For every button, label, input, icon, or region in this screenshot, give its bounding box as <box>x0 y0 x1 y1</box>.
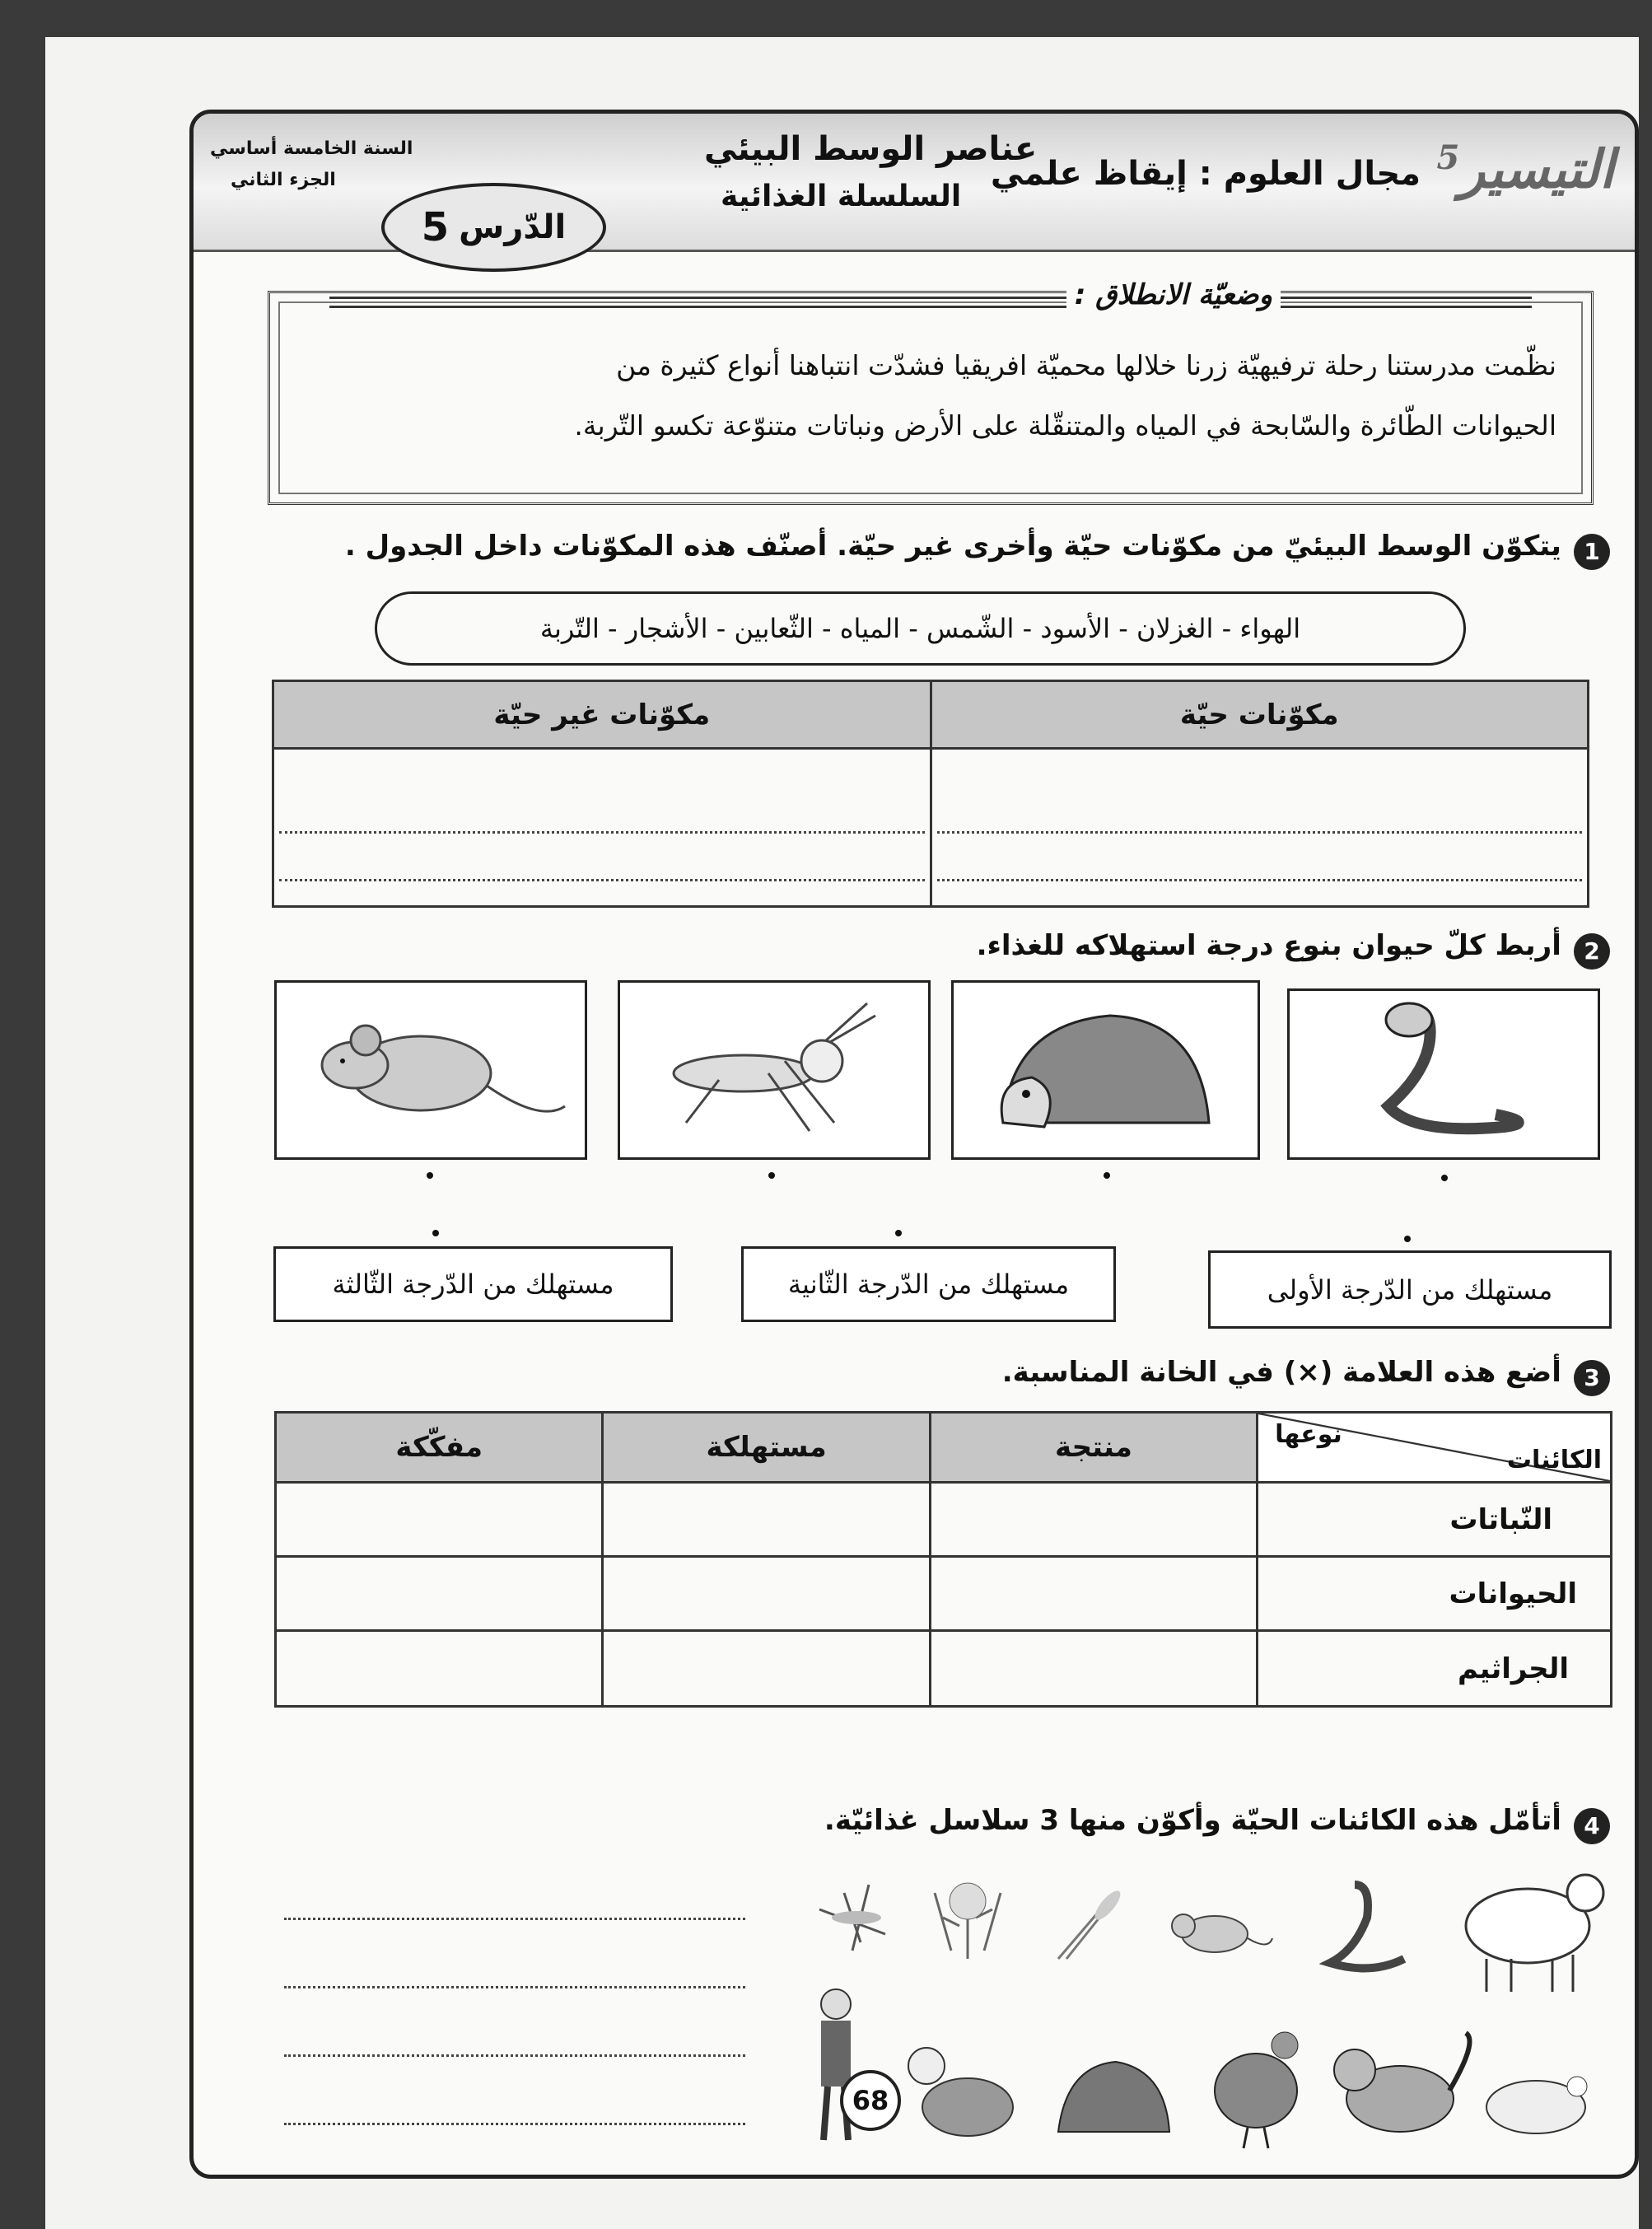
intro-title: وضعيّة الانطلاق : <box>1066 278 1281 311</box>
second-degree-dot[interactable] <box>895 1230 902 1236</box>
cell-animals-consumer[interactable] <box>603 1557 930 1631</box>
nonliving-answer-cell[interactable] <box>273 749 931 907</box>
cell-plants-decomposer[interactable] <box>276 1483 603 1557</box>
grasshopper-image-box <box>618 980 931 1160</box>
snake-icon <box>1290 991 1598 1157</box>
hedgehog-icon <box>954 983 1258 1157</box>
mouse-image-box <box>274 980 587 1160</box>
worksheet <box>189 110 1639 2179</box>
answer-line[interactable] <box>284 1918 745 1920</box>
corner-beings-label: الكائنات <box>1506 1446 1602 1474</box>
lesson-label: الدّرس <box>459 208 567 246</box>
cat-icon <box>1334 2033 1470 2132</box>
q4-answer-lines <box>284 1918 745 2125</box>
corner-cell <box>1258 1413 1612 1483</box>
intro-frame <box>268 291 1594 505</box>
intro-line-1: نظّمت مدرستنا رحلة ترفيهيّة زرنا خلالها محميّة افريقيا فشدّت انتباهنا أنواع كثيرة من <box>616 349 1556 381</box>
q1-table <box>272 680 1589 908</box>
page-number: 68 <box>840 2070 901 2131</box>
frog-icon <box>1486 2077 1587 2133</box>
q3-number: 3 <box>1574 1360 1610 1396</box>
mosquito-icon <box>819 1885 885 1951</box>
brand-logo: التيسير$^5$ <box>1436 138 1614 201</box>
cell-plants-consumer[interactable] <box>603 1483 930 1557</box>
answer-line[interactable] <box>284 2123 745 2125</box>
label-third-degree: مستهلك من الدّرجة الثّالثة <box>273 1246 673 1322</box>
corner-type-label: نوعها <box>1275 1420 1342 1449</box>
cell-germs-decomposer[interactable] <box>276 1631 603 1707</box>
living-answer-cell[interactable] <box>931 749 1589 907</box>
snake-image-box <box>1287 988 1600 1160</box>
q3-text: أضع هذه العلامة (×) في الخانة المناسبة. <box>1001 1356 1561 1389</box>
col-nonliving: مكوّنات غير حيّة <box>273 681 931 749</box>
frame-deco-top <box>329 297 1532 308</box>
row-germs: الجراثيم <box>1258 1631 1612 1707</box>
col-producer: منتجة <box>930 1413 1257 1483</box>
q1-prompt <box>345 530 1610 570</box>
row-plants: النّباتات <box>1258 1483 1612 1557</box>
lesson-badge <box>381 183 606 272</box>
organisms-gallery <box>795 1860 1618 2157</box>
grasshopper-icon <box>620 983 928 1157</box>
label-first-degree: مستهلك من الدّرجة الأولى <box>1208 1250 1612 1329</box>
q4-text: أتأمّل هذه الكائنات الحيّة وأكوّن منها 3 سلاسل غذائيّة. <box>824 1804 1561 1837</box>
q1-word-bank: الهواء - الغزلان - الأسود - الشّمس - المياه - الثّعابين - الأشجار - التّربة <box>375 591 1466 666</box>
third-degree-dot[interactable] <box>432 1230 439 1236</box>
answer-line[interactable] <box>284 1986 745 1988</box>
q2-prompt <box>977 929 1610 970</box>
answer-line[interactable] <box>284 2054 745 2057</box>
part-label: الجزء الثاني <box>231 170 336 190</box>
wheat-icon <box>1058 1887 1124 1959</box>
q3-table <box>274 1411 1612 1708</box>
col-living: مكوّنات حيّة <box>931 681 1589 749</box>
first-degree-dot[interactable] <box>1404 1236 1411 1242</box>
intro-line-2: الحيوانات الطّائرة والسّابحة في المياه والمتنقّلة على الأرض ونباتات متنوّعة تكسو التّربة. <box>574 409 1556 442</box>
hedgehog-icon <box>1058 2062 1169 2132</box>
sheep-icon <box>1466 1875 1603 1992</box>
q2-text: أربط كلّ حيوان بنوع درجة استهلاكه للغذاء. <box>976 929 1561 962</box>
hedgehog-dot[interactable] <box>1104 1172 1110 1179</box>
cell-plants-producer[interactable] <box>930 1483 1257 1557</box>
hedgehog-image-box <box>951 980 1260 1160</box>
grasshopper-dot[interactable] <box>768 1172 775 1179</box>
cell-animals-decomposer[interactable] <box>276 1557 603 1631</box>
mouse-dot[interactable] <box>427 1172 433 1179</box>
q4-number: 4 <box>1574 1808 1610 1844</box>
q1-number: 1 <box>1574 534 1610 570</box>
q1-text: يتكوّن الوسط البيئيّ من مكوّنات حيّة وأخرى غير حيّة. أصنّف هذه المكوّنات داخل الجدول . <box>344 530 1561 563</box>
cobra-icon <box>1330 1885 1404 1968</box>
row-animals: الحيوانات <box>1258 1557 1612 1631</box>
col-decomposer: مفكّكة <box>276 1413 603 1483</box>
q2-number: 2 <box>1574 933 1610 970</box>
cell-germs-consumer[interactable] <box>603 1631 930 1707</box>
level-label: السنة الخامسة أساسي <box>210 138 413 159</box>
label-second-degree: مستهلك من الدّرجة الثّانية <box>741 1246 1116 1322</box>
cell-animals-producer[interactable] <box>930 1557 1257 1631</box>
topic-title: عناصر الوسط البيئي <box>704 130 1038 168</box>
shrub-icon <box>935 1883 1001 1959</box>
mouse-icon <box>1172 1914 1272 1952</box>
q4-prompt <box>824 1804 1610 1844</box>
hen-icon <box>1215 2032 1298 2148</box>
field-title: مجال العلوم : إيقاظ علمي <box>990 155 1421 193</box>
cell-germs-producer[interactable] <box>930 1631 1257 1707</box>
lesson-number: 5 <box>421 204 450 250</box>
dog-icon <box>908 2048 1013 2136</box>
snake-dot[interactable] <box>1441 1175 1448 1181</box>
subtopic-title: السلسلة الغذائية <box>721 180 962 213</box>
q3-prompt <box>1002 1356 1610 1396</box>
col-consumer: مستهلكة <box>603 1413 930 1483</box>
paper <box>45 37 1639 2229</box>
mouse-icon <box>277 983 585 1157</box>
